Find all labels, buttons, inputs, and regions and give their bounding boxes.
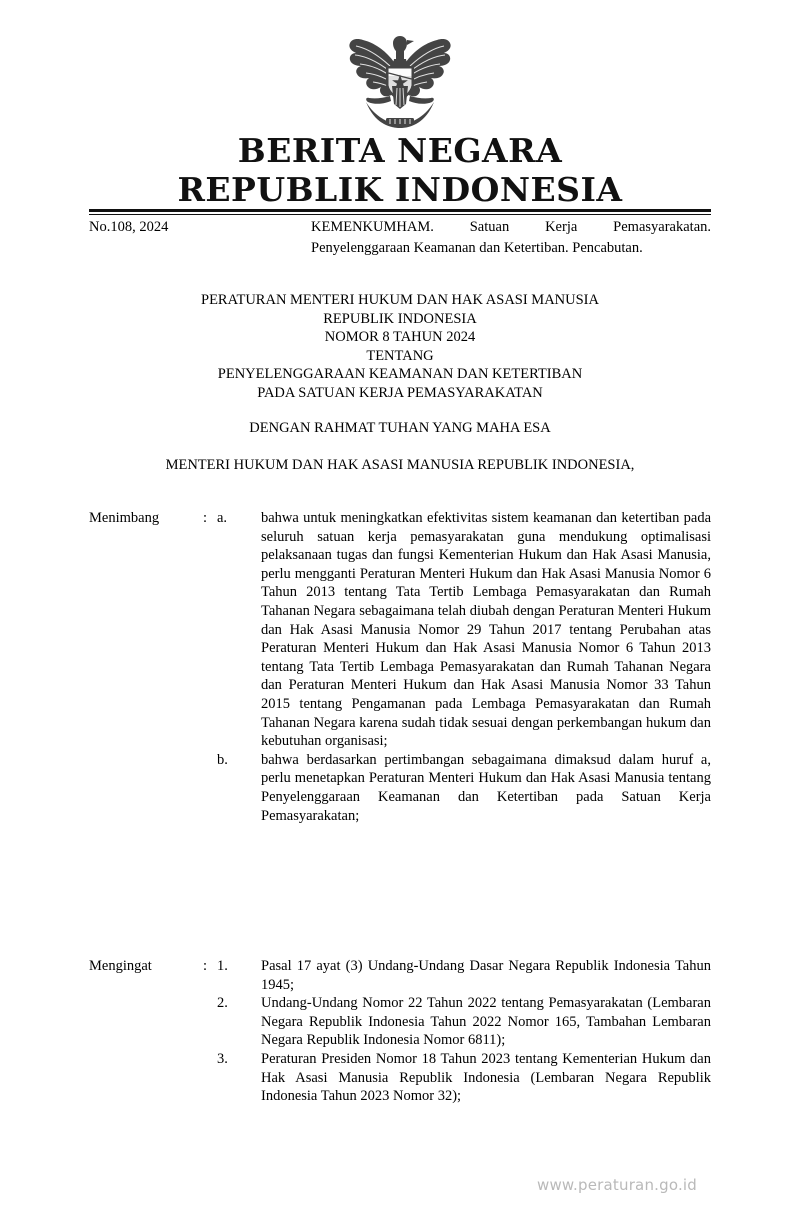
garuda-pancasila-emblem <box>342 26 458 130</box>
mengingat-item-2 <box>89 994 711 1050</box>
regulation-subject-line-1: PENYELENGGARAAN KEAMANAN DAN KETERTIBAN <box>217 366 583 382</box>
mengingat-text-3: Peraturan Presiden Nomor 18 Tahun 2023 tentang Kementerian Hukum dan Hak Asasi Manusia Republik Indonesia (Lembaran Negara Republik Indonesia Tahun 2023 Nomor 32); <box>261 1050 711 1105</box>
masthead-line-2: REPUBLIK INDONESIA <box>177 170 623 209</box>
regulation-subject-line-2: PADA SATUAN KERJA PEMASYARAKATAN <box>257 384 543 401</box>
menimbang-text-a: bahwa untuk meningkatkan efektivitas sistem keamanan dan ketertiban pada seluruh satuan kerja pemasyarakatan guna mendukung optimalisasi pelaksanaan tugas dan fungsi Kementerian Hukum dan Hak Asasi Manusia, perlu mengganti Peraturan Menteri Hukum dan Hak Asasi Manusia Nomor 6 Tahun 2013 tentang Tata Tertib Lembaga Pemasyarakatan dan Rumah Tahanan Negara sebagaimana telah diubah dengan Peraturan Menteri Hukum dan Hak Asasi Manusia Nomor 29 Tahun 2017 tentang Perubahan atas Peraturan Menteri Hukum dan Hak Asasi Manusia Nomor 6 Tahun 2013 tentang Tata Tertib Lembaga Pemasyarakatan dan Rumah Tahanan Negara dan Peraturan Menteri Hukum dan Hak Asasi Manusia Nomor 33 Tahun 2015 tentang Pengamanan pada Lembaga Pemasyarakatan dan Rumah Tahanan Negara karena sudah tidak sesuai dengan perkembangan hukum dan kebutuhan organisasi; <box>261 510 711 750</box>
mengingat-marker-2: 2. <box>217 995 228 1012</box>
divider-thin <box>89 214 711 215</box>
menimbang-item-a <box>89 509 711 751</box>
regulation-title-line-1: PERATURAN MENTERI HUKUM DAN HAK ASASI MANUSIA <box>201 292 599 308</box>
menimbang-section <box>89 509 711 825</box>
menimbang-label: Menimbang <box>89 510 160 526</box>
emblem-container <box>0 26 800 135</box>
mengingat-section <box>89 957 711 1106</box>
menimbang-item-b <box>89 751 711 825</box>
blessing-formula: DENGAN RAHMAT TUHAN YANG MAHA ESA <box>249 420 551 436</box>
menimbang-marker-b: b. <box>217 751 228 768</box>
menimbang-colon: : <box>203 510 208 526</box>
mengingat-item-1 <box>89 957 711 994</box>
regulation-title-line-2: REPUBLIK INDONESIA <box>323 310 477 327</box>
source-watermark: www.peraturan.go.id <box>537 1176 698 1194</box>
menimbang-marker-a: a. <box>217 510 228 526</box>
mengingat-text-2: Undang-Undang Nomor 22 Tahun 2022 tentang Pemasyarakatan (Lembaran Negara Republik Indonesia Tahun 2022 Nomor 165, Tambahan Lembaran Negara Republik Indonesia Nomor 6811); <box>261 995 711 1049</box>
gazette-subject: KEMENKUMHAM. Satuan Kerja Pemasyarakatan. Penyelenggaraan Keamanan dan Ketertiban. Pencabutan. <box>311 219 711 256</box>
regulation-about-label: TENTANG <box>366 347 434 364</box>
mengingat-marker-3: 3. <box>217 1050 228 1067</box>
masthead <box>0 131 800 209</box>
masthead-line-1: BERITA NEGARA <box>237 131 563 170</box>
menimbang-text-b: bahwa berdasarkan pertimbangan sebagaimana dimaksud dalam huruf a, perlu menetapkan Peraturan Menteri Hukum dan Hak Asasi Manusia tentang Penyelenggaraan Keamanan dan Ketertiban pada Satuan Kerja Pemasyarakatan; <box>261 751 711 824</box>
mengingat-text-1: Pasal 17 ayat (3) Undang-Undang Dasar Negara Republik Indonesia Tahun 1945; <box>261 958 711 993</box>
mengingat-item-3 <box>89 1050 711 1106</box>
mengingat-label: Mengingat <box>89 958 152 974</box>
header-divider <box>89 209 711 215</box>
regulation-number: NOMOR 8 TAHUN 2024 <box>324 329 476 345</box>
issuing-authority: MENTERI HUKUM DAN HAK ASASI MANUSIA REPUBLIK INDONESIA, <box>165 457 635 473</box>
mengingat-colon: : <box>203 958 208 974</box>
regulation-title-block <box>100 291 700 402</box>
mengingat-marker-1: 1. <box>217 958 228 974</box>
gazette-number: No.108, 2024 <box>89 219 169 235</box>
